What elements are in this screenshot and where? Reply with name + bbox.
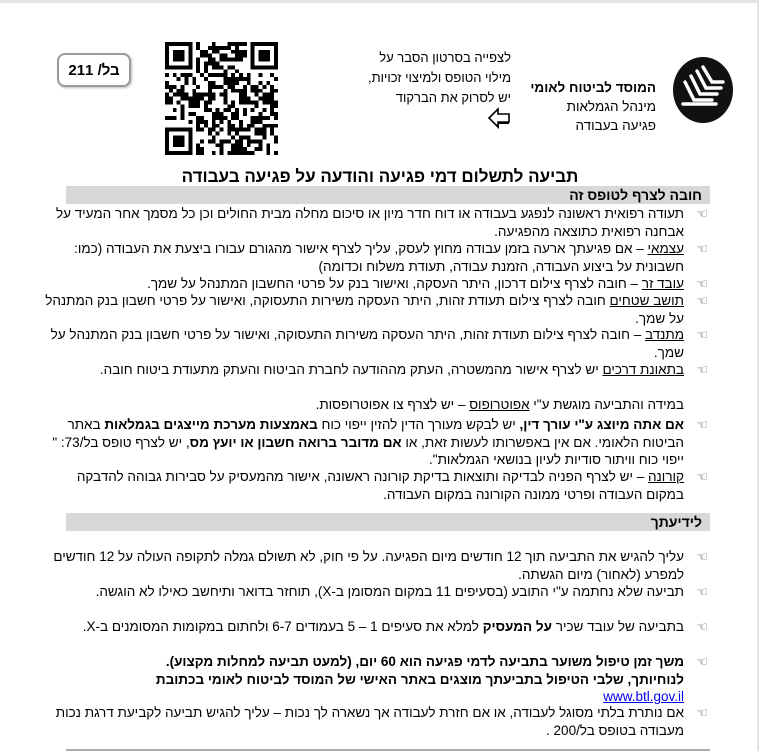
item-keyword: קורונה	[648, 469, 684, 484]
item-text: – אם פגיעתך ארעה בזמן עבודה מחוץ לעסק, עליך לצרף אישור מהגורם עבורו ביצעת את העבודה (כמו: חשבונית על ביצוע העבודה, הזמנת עבודה, תעודת משלוח וכדומה)	[74, 241, 684, 274]
qr-caption-line: מילוי הטופס ולמיצוי זכויות,	[368, 70, 511, 85]
item-text: – חובה לצרף צילום תעודת זהות, היתר העסקה משירות התעסוקה, ואישור על פרטי חשבון בנק המתנהל על שמך.	[50, 327, 684, 360]
list-item	[39, 326, 708, 361]
item-text: – יש לצרף צו אפוטרופסות.	[315, 397, 470, 412]
pointing-hand-icon: ☜	[696, 705, 708, 720]
list-item	[39, 396, 684, 414]
item-keyword: עובד זר	[641, 276, 684, 291]
document-title: תביעה לתשלום דמי פגיעה והודעה על פגיעה בעבודה	[181, 167, 579, 186]
list-item	[39, 275, 708, 293]
pointing-hand-icon: ☜	[696, 293, 708, 308]
section-heading-info: לידיעתך	[66, 513, 710, 531]
pointing-hand-icon: ☜	[696, 241, 708, 256]
top-border	[0, 0, 759, 3]
pointing-hand-icon: ☜	[696, 654, 708, 669]
qr-caption	[365, 48, 511, 108]
org-department: פגיעה בעבודה	[575, 118, 656, 133]
item-text: יש לבקש מעורך הדין להזין ייפוי כוח	[317, 417, 520, 432]
pointing-hand-icon: ☜	[696, 549, 708, 564]
item-text: – יש לצרף הפניה לבדיקה ותוצאות בדיקת קורונה ראשונה, אישור מהמעסיק על סבירות גבוהה להדבקה במקום העבודה ופרטי ממונה הקורונה במקום העבודה.	[76, 469, 684, 502]
item-bold: אם מדובר ברואה חשבון או יועץ מס	[189, 434, 402, 450]
item-text: במידה והתביעה מוגשת ע"י	[529, 397, 684, 412]
qr-caption-line: לצפייה בסרטון הסבר על	[379, 50, 511, 65]
list-item	[39, 653, 708, 706]
list-item	[39, 548, 708, 583]
pointing-hand-icon: ☜	[696, 362, 708, 377]
item-keyword: מתנדב	[644, 327, 684, 342]
item-keyword: עצמאי	[647, 241, 684, 256]
item-text: , יש לצרף טופס בל/73: " ייפוי כוח וויתור סודיות לעיון בנושאי הגמלאות".	[52, 434, 684, 467]
pointing-hand-icon: ☜	[696, 584, 708, 599]
item-text: בתביעה של עובד שכיר	[552, 619, 684, 634]
qr-caption-line: יש לסרוק את הברקוד	[395, 90, 511, 105]
left-arrow-icon	[486, 106, 512, 130]
list-item	[39, 468, 708, 503]
item-text: אם נותרת בלתי מסוגל לעבודה, או אם חזרת לעבודה אך נשארה לך נכות – עליך להגיש תביעה לקביעת דרגת נכות מעבודה בטופס בל/200 .	[55, 705, 684, 738]
pointing-hand-icon: ☜	[696, 619, 708, 634]
item-text: למלא את סעיפים 1 – 5 בעמודים 6-7 ולחתום במקומות המסומנים ב-X.	[82, 619, 483, 634]
qr-code-icon[interactable]	[165, 42, 278, 155]
list-item	[39, 416, 708, 469]
item-text: באתר הביטוח הלאומי. אם אין באפשרותו לעשות זאת, או	[67, 417, 684, 450]
item-bold: לנוחיותך, שלבי הטיפול בתביעתך מוצגים באתר האישי של המוסד לביטוח לאומי בכתובת	[155, 671, 684, 687]
list-item	[39, 704, 708, 739]
list-item	[39, 205, 708, 240]
item-bold: משך זמן טיפול משוער בתביעה לדמי פגיעה הוא 60 יום, (למעט תביעה למחלות מקצוע).	[165, 654, 684, 669]
btl-logo-icon	[672, 56, 734, 124]
pointing-hand-icon: ☜	[696, 417, 708, 432]
org-division: מינהל הגמלאות	[566, 99, 656, 114]
pointing-hand-icon: ☜	[696, 327, 708, 342]
item-bold: על המעסיק	[482, 619, 552, 634]
list-item	[39, 583, 708, 601]
item-text: חובה לצרף צילום תעודת זהות, היתר העסקה משירות התעסוקה, ואישור על פרטי חשבון בנק המתנהל על שמך.	[45, 293, 684, 326]
btl-website-link[interactable]: www.btl.gov.il	[603, 689, 684, 704]
pointing-hand-icon: ☜	[696, 206, 708, 221]
item-keyword: תושב שטחים	[609, 293, 684, 308]
item-bold: אם אתה מיוצג ע"י עורך דין,	[519, 417, 684, 432]
item-text: תעודה רפואית ראשונה לנפגע בעבודה או דוח חדר מיון או סיכום מחלה מבית החולים וכן כל מסמך אחר המעיד על אבחנה רפואית כתוצאה מהפגיעה.	[55, 206, 684, 239]
list-item	[39, 618, 708, 636]
list-item	[39, 240, 708, 275]
item-bold: באמצעות מערכת מייצגים בגמלאות	[104, 417, 318, 432]
section-heading-required: חובה לצרף לטופס זה	[66, 186, 710, 204]
list-item	[39, 292, 708, 327]
item-keyword: בתאונת דרכים	[602, 362, 684, 377]
item-text: עליך להגיש את התביעה תוך 12 חודשים מיום הפגיעה. על פי חוק, לא תשולם גמלה לתקופה העולה על 12 חודשים למפרע (לאחור) מיום הגשתה.	[53, 549, 684, 582]
pointing-hand-icon: ☜	[696, 469, 708, 484]
item-keyword: אפוטרופוס	[469, 397, 530, 412]
form-number-badge	[57, 53, 131, 87]
form-number: בל/ 211	[68, 61, 120, 79]
org-name: המוסד לביטוח לאומי	[530, 80, 656, 95]
item-text: תביעה שלא נחתמה ע"י התובע (בסעיפים 11 במקום המסומן ב-X), תוחזר בדואר ותיחשב כאילו לא הוגשה.	[95, 584, 684, 599]
list-item	[39, 361, 708, 379]
pointing-hand-icon: ☜	[696, 276, 708, 291]
item-text: יש לצרף אישור מהמשטרה, העתק מההודעה לחברת הביטוח והעתק מתעודת ביטוח חובה.	[99, 362, 603, 377]
organisation-block	[530, 78, 656, 135]
item-text: – חובה לצרף צילום דרכון, היתר העסקה, ואישור בנק על פרטי החשבון המתנהל על שמך.	[147, 276, 642, 291]
